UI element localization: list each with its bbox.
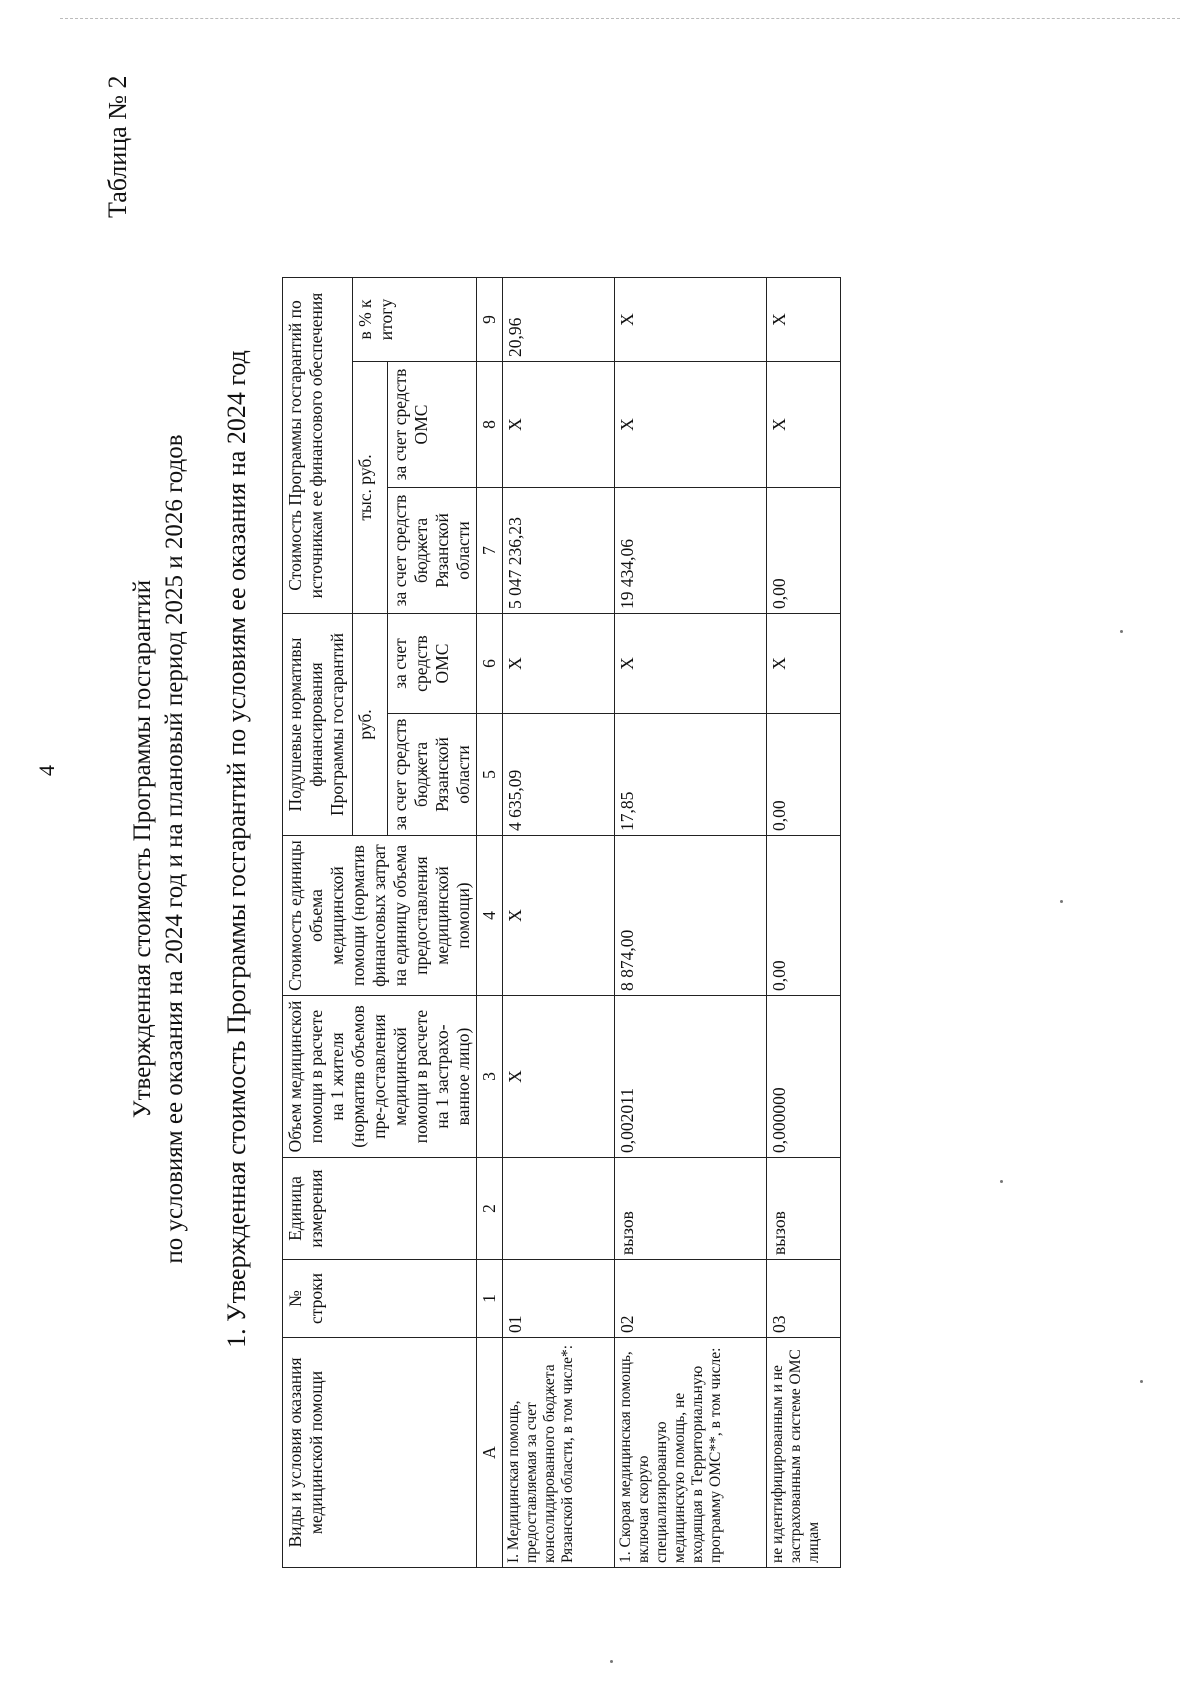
header-cost-budget: за счет средств бюджета Рязанской области bbox=[388, 488, 477, 614]
row-name: I. Медицинская помощь, предоставляемая за счет консолидированного бюджета Рязанской области, в том числе*: bbox=[503, 1338, 615, 1568]
row-pc-budget: 0,00 bbox=[767, 714, 841, 836]
header-percent-total: в % к итогу bbox=[353, 278, 477, 362]
scan-speck bbox=[1000, 1180, 1003, 1183]
row-pc-budget: 17,85 bbox=[615, 714, 767, 836]
row-cost-budget: 0,00 bbox=[767, 488, 841, 614]
header-cost-group: Стоимость Программы госгарантий по источникам ее финансового обеспечения bbox=[283, 278, 353, 614]
scan-speck bbox=[1060, 900, 1063, 903]
header-pc-oms: за счет средств ОМС bbox=[388, 614, 477, 714]
column-number: 5 bbox=[477, 714, 503, 836]
row-pc-oms: Х bbox=[615, 614, 767, 714]
row-percent: 20,96 bbox=[503, 278, 615, 362]
column-number-row bbox=[477, 278, 503, 1568]
row-line: 03 bbox=[767, 1260, 841, 1338]
cost-table bbox=[282, 277, 841, 1568]
table-label: Таблица № 2 bbox=[103, 75, 132, 218]
row-cost-budget: 5 047 236,23 bbox=[503, 488, 615, 614]
row-line: 02 bbox=[615, 1260, 767, 1338]
header-unit-cost: Стоимость единицы объема медицинской помощи (норматив финансовых затрат на единицу объема предоставления медицинской помощи) bbox=[283, 836, 477, 996]
row-pc-oms: Х bbox=[503, 614, 615, 714]
header-per-capita-group: Подушевые нормативы финансирования Программы госгарантий bbox=[283, 614, 353, 836]
row-cost-oms: Х bbox=[767, 362, 841, 488]
row-cost-oms: Х bbox=[615, 362, 767, 488]
row-cost-budget: 19 434,06 bbox=[615, 488, 767, 614]
header-cost-oms: за счет средств ОМС bbox=[388, 362, 477, 488]
row-cost-oms: Х bbox=[503, 362, 615, 488]
scan-speck bbox=[1120, 630, 1123, 633]
header-unit: Единица измерения bbox=[283, 1158, 477, 1260]
row-name: 1. Скорая медицинская помощь, включая скорую специализированную медицинскую помощь, не входящая в Территориальную программу ОМС**, в том числе: bbox=[615, 1338, 767, 1568]
row-unit: вызов bbox=[767, 1158, 841, 1260]
row-volume: 0,000000 bbox=[767, 996, 841, 1158]
table-row bbox=[615, 278, 767, 1568]
header-volume: Объем медицинской помощи в расчете на 1 жителя (норматив объемов пре-доставления медицинской помощи в расчете на 1 застрахо-ванное лицо) bbox=[283, 996, 477, 1158]
row-name: не идентифицированным и не застрахованным в системе ОМС лицам bbox=[767, 1338, 841, 1568]
column-number: 2 bbox=[477, 1158, 503, 1260]
row-unit-cost: 0,00 bbox=[767, 836, 841, 996]
row-percent: Х bbox=[615, 278, 767, 362]
header-line-number: № строки bbox=[283, 1260, 477, 1338]
title-line-2: по условиям ее оказания на 2024 год и на плановый период 2025 и 2026 годов bbox=[161, 434, 188, 1264]
row-unit-cost: Х bbox=[503, 836, 615, 996]
page-number: 4 bbox=[34, 765, 59, 776]
row-volume: Х bbox=[503, 996, 615, 1158]
row-line: 01 bbox=[503, 1260, 615, 1338]
table-row bbox=[503, 278, 615, 1568]
row-pc-oms: Х bbox=[767, 614, 841, 714]
row-pc-budget: 4 635,09 bbox=[503, 714, 615, 836]
scan-speck bbox=[1140, 1380, 1143, 1383]
column-number: 3 bbox=[477, 996, 503, 1158]
row-unit bbox=[503, 1158, 615, 1260]
column-number: 4 bbox=[477, 836, 503, 996]
column-number: 1 bbox=[477, 1260, 503, 1338]
column-number: 9 bbox=[477, 278, 503, 362]
title-line-1: Утвержденная стоимость Программы госгарантий bbox=[129, 579, 156, 1119]
header-unit-thousand-rub: тыс. руб. bbox=[353, 362, 388, 614]
row-volume: 0,002011 bbox=[615, 996, 767, 1158]
header-pc-budget: за счет средств бюджета Рязанской области bbox=[388, 714, 477, 836]
header-unit-rub: руб. bbox=[353, 614, 388, 836]
header-kinds: Виды и условия оказания медицинской помощи bbox=[283, 1338, 477, 1568]
column-number: 6 bbox=[477, 614, 503, 714]
table-row bbox=[767, 278, 841, 1568]
section-heading: 1. Утвержденная стоимость Программы госгарантий по условиям ее оказания на 2024 год bbox=[222, 350, 251, 1348]
row-percent: Х bbox=[767, 278, 841, 362]
column-number: 7 bbox=[477, 488, 503, 614]
scan-speck bbox=[610, 1660, 613, 1663]
row-unit-cost: 8 874,00 bbox=[615, 836, 767, 996]
column-number: А bbox=[477, 1338, 503, 1568]
column-number: 8 bbox=[477, 362, 503, 488]
row-unit: вызов bbox=[615, 1158, 767, 1260]
